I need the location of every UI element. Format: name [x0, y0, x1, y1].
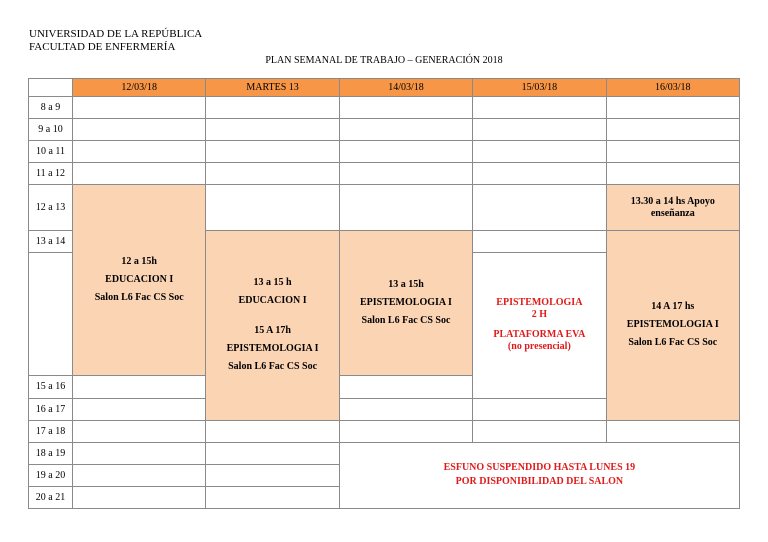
support-line-1: 13.30 a 14 hs Apoyo: [630, 195, 715, 207]
weekly-schedule-table: [28, 78, 740, 509]
empty-cell: [473, 185, 606, 231]
empty-cell: [339, 163, 472, 185]
empty-cell: [339, 375, 472, 398]
time-row: [29, 97, 740, 119]
university-name: UNIVERSIDAD DE LA REPÚBLICA: [29, 28, 203, 40]
empty-cell: [73, 163, 206, 185]
wednesday-class-block: [339, 231, 472, 375]
day-header: 14/03/18: [339, 79, 472, 97]
empty-cell: [473, 163, 606, 185]
empty-cell: [206, 141, 339, 163]
empty-cell: [206, 163, 339, 185]
empty-cell: [606, 119, 739, 141]
notice-line-1: ESFUNO SUSPENDIDO HASTA LUNES 19: [443, 462, 636, 474]
time-label: 10 a 11: [29, 141, 73, 163]
day-header: MARTES 13: [206, 79, 339, 97]
empty-cell: [206, 97, 339, 119]
empty-cell: [339, 97, 472, 119]
online-line-3: PLATAFORMA EVA: [493, 329, 586, 341]
class-time: 13 a 15h: [388, 278, 424, 290]
monday-class-block: [73, 185, 206, 375]
empty-cell: [473, 119, 606, 141]
empty-cell: [206, 185, 339, 231]
class-time: 13 a 15 h: [253, 277, 292, 289]
empty-cell: [206, 464, 339, 486]
class-course: EPISTEMOLOGIA I: [226, 343, 319, 355]
empty-cell: [606, 420, 739, 442]
time-label: 19 a 20: [29, 464, 73, 486]
corner-cell: [29, 79, 73, 97]
plan-title: PLAN SEMANAL DE TRABAJO – GENERACIÓN 2018: [265, 55, 503, 66]
day-header: 12/03/18: [73, 79, 206, 97]
time-label: 13 a 14: [29, 231, 73, 253]
time-row: [29, 163, 740, 185]
empty-cell: [606, 163, 739, 185]
time-label: 15 a 16: [29, 375, 73, 398]
empty-cell: [339, 398, 472, 420]
esfuno-suspension-notice: [339, 442, 739, 508]
time-label: 17 a 18: [29, 420, 73, 442]
tuesday-class-block: [206, 231, 339, 420]
empty-cell: [73, 141, 206, 163]
online-line-4: (no presencial): [507, 341, 571, 353]
empty-cell: [606, 141, 739, 163]
empty-cell: [73, 486, 206, 508]
class-course: EDUCACION I: [238, 295, 307, 307]
empty-cell: [73, 375, 206, 398]
empty-cell: [473, 398, 606, 420]
friday-support-block: [606, 185, 739, 231]
time-row: [29, 420, 740, 442]
empty-cell: [73, 442, 206, 464]
class-room: Salon L6 Fac CS Soc: [628, 337, 718, 349]
time-row: [29, 185, 740, 231]
support-line-2: enseñanza: [650, 207, 695, 219]
class-time: 15 A 17h: [254, 325, 291, 337]
online-line-1: EPISTEMOLOGIA: [496, 297, 583, 309]
day-header: 16/03/18: [606, 79, 739, 97]
empty-cell: [73, 464, 206, 486]
time-label: [29, 253, 73, 375]
empty-cell: [73, 398, 206, 420]
class-course: EPISTEMOLOGIA I: [626, 319, 719, 331]
empty-cell: [206, 420, 339, 442]
time-row: [29, 141, 740, 163]
day-header-row: [29, 79, 740, 97]
empty-cell: [339, 119, 472, 141]
time-label: 9 a 10: [29, 119, 73, 141]
empty-cell: [473, 97, 606, 119]
empty-cell: [339, 420, 472, 442]
empty-cell: [473, 420, 606, 442]
empty-cell: [206, 442, 339, 464]
empty-cell: [473, 231, 606, 253]
time-row: [29, 442, 740, 464]
empty-cell: [339, 185, 472, 231]
faculty-name: FACULTAD DE ENFERMERÍA: [29, 41, 176, 53]
empty-cell: [606, 97, 739, 119]
empty-cell: [473, 141, 606, 163]
class-room: Salon L6 Fac CS Soc: [228, 361, 318, 373]
empty-cell: [206, 119, 339, 141]
time-label: 12 a 13: [29, 185, 73, 231]
time-label: 8 a 9: [29, 97, 73, 119]
empty-cell: [206, 486, 339, 508]
notice-line-2: POR DISPONIBILIDAD DEL SALON: [455, 476, 624, 488]
class-time: 12 a 15h: [121, 255, 157, 267]
empty-cell: [73, 97, 206, 119]
time-label: 16 a 17: [29, 398, 73, 420]
class-time: 14 A 17 hs: [651, 301, 695, 313]
friday-class-block: [606, 231, 739, 420]
class-room: Salon L6 Fac CS Soc: [94, 291, 184, 303]
empty-cell: [339, 141, 472, 163]
time-label: 11 a 12: [29, 163, 73, 185]
thursday-online-block: [473, 253, 606, 398]
day-header: 15/03/18: [473, 79, 606, 97]
class-course: EDUCACION I: [105, 273, 174, 285]
time-label: 20 a 21: [29, 486, 73, 508]
empty-cell: [73, 119, 206, 141]
time-row: [29, 119, 740, 141]
class-course: EPISTEMOLOGIA I: [359, 296, 452, 308]
online-line-2: 2 H: [531, 309, 547, 321]
empty-cell: [73, 420, 206, 442]
class-room: Salon L6 Fac CS Soc: [361, 314, 451, 326]
time-label: 18 a 19: [29, 442, 73, 464]
